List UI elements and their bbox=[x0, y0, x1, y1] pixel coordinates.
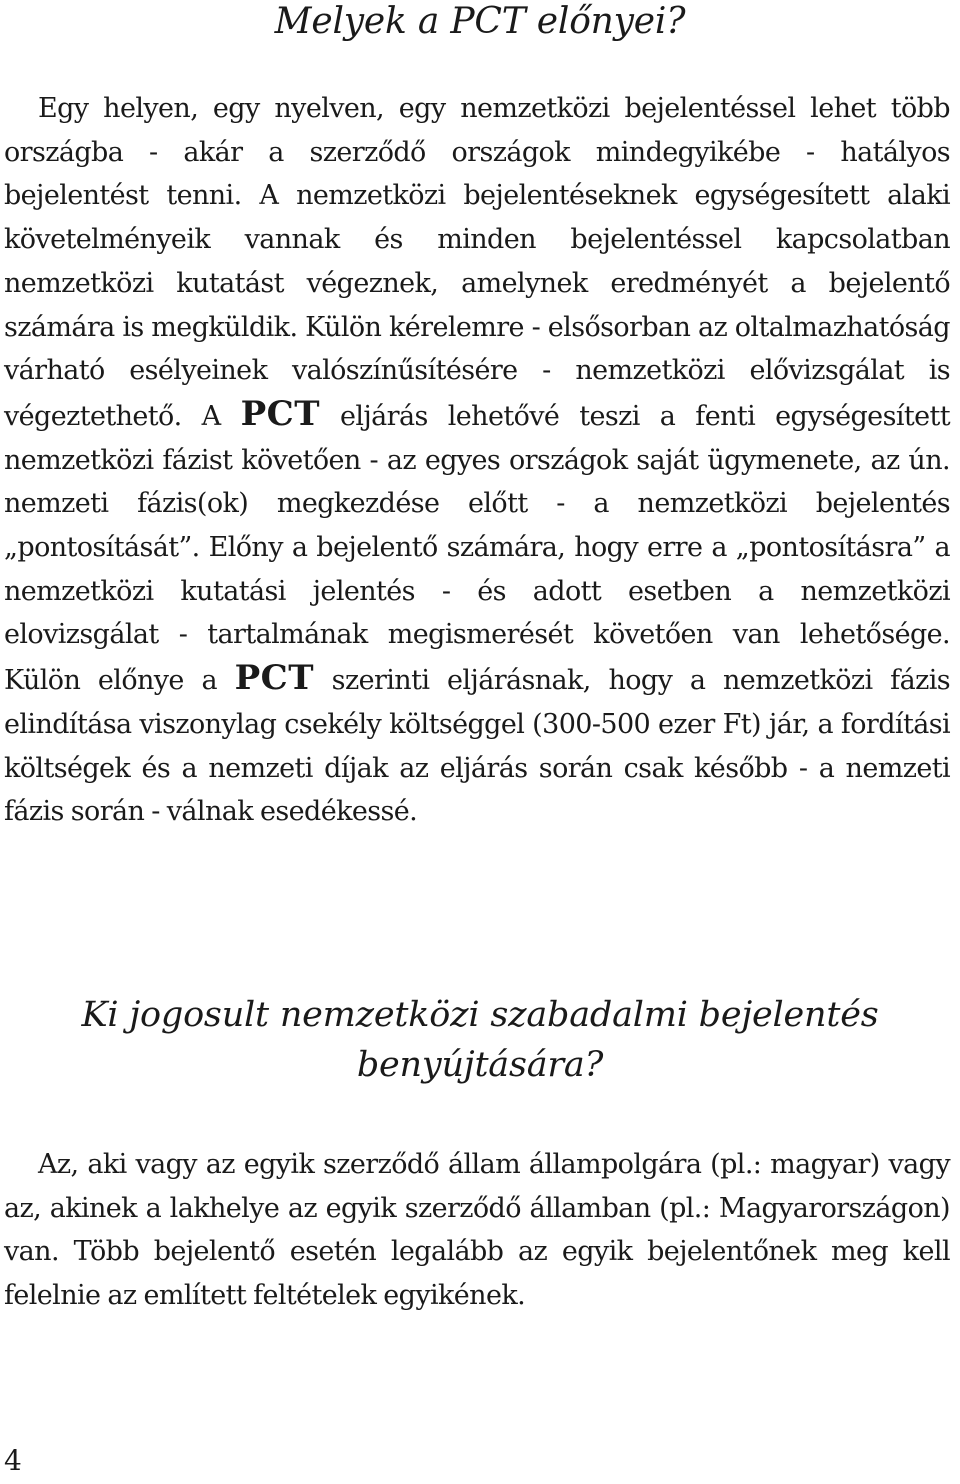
paragraph-eligibility: Az, aki vagy az egyik szerződő állam állampolgára (pl.: magyar) vagy az, akinek a lakhelye az egyik szerződő államban (pl.: Magyarországon) van. Több bejelentő esetén legalább az egyik bejelentőnek meg kell felelnie az említett feltételek egyikének. bbox=[4, 1149, 950, 1312]
pct-term: PCT bbox=[240, 393, 320, 434]
paragraph-text: eljárás lehetővé teszi a fenti egységesített nemzetközi fázist követően - az egyes országok saját ügymenete, az ún. nemzeti fázis(ok) megkezdése előtt - a nemzetközi bejelentés „pontosítását”. Előny a bejelentő számára, hogy erre a „pontosításra” a nemzetközi kutatási jelentés - és adott esetben a nemzetközi elovizsgálat - tartalmának megismerését követően van lehetősége. Külön előnye a bbox=[4, 400, 950, 697]
pct-term: PCT bbox=[234, 658, 315, 699]
paragraph-pct-advantages bbox=[4, 87, 950, 834]
heading-pct-advantages: Melyek a PCT előnyei? bbox=[274, 1, 686, 42]
paragraph-text: szerinti eljárásnak, hogy a nemzetközi fázis elindítása viszonylag csekély költséggel (300-500 ezer Ft) jár, a fordítási költségek és a nemzeti díjak az eljárás során csak később - a nemzeti fázis során - válnak esedékessé. bbox=[4, 665, 950, 828]
heading-eligibility: Ki jogosult nemzetközi szabadalmi bejelentés benyújtására? bbox=[81, 995, 879, 1085]
paragraph-text: Egy helyen, egy nyelven, egy nemzetközi bejelentéssel lehet több országba - akár a szerződő országok mindegyikébe - hatályos bejelentést tenni. A nemzetközi bejelentéseknek egységesített alaki követelményeik vannak és minden bejelentéssel kapcsolatban nemzetközi kutatást végeznek, amelynek eredményét a bejelentő számára is megküldik. Külön kérelemre - elsősorban az oltalmazhatóság várható esélyeinek valószínűsítésére - nemzetközi elővizsgálat is végeztethető. A bbox=[4, 93, 950, 432]
page-number: 4 bbox=[4, 1444, 22, 1477]
